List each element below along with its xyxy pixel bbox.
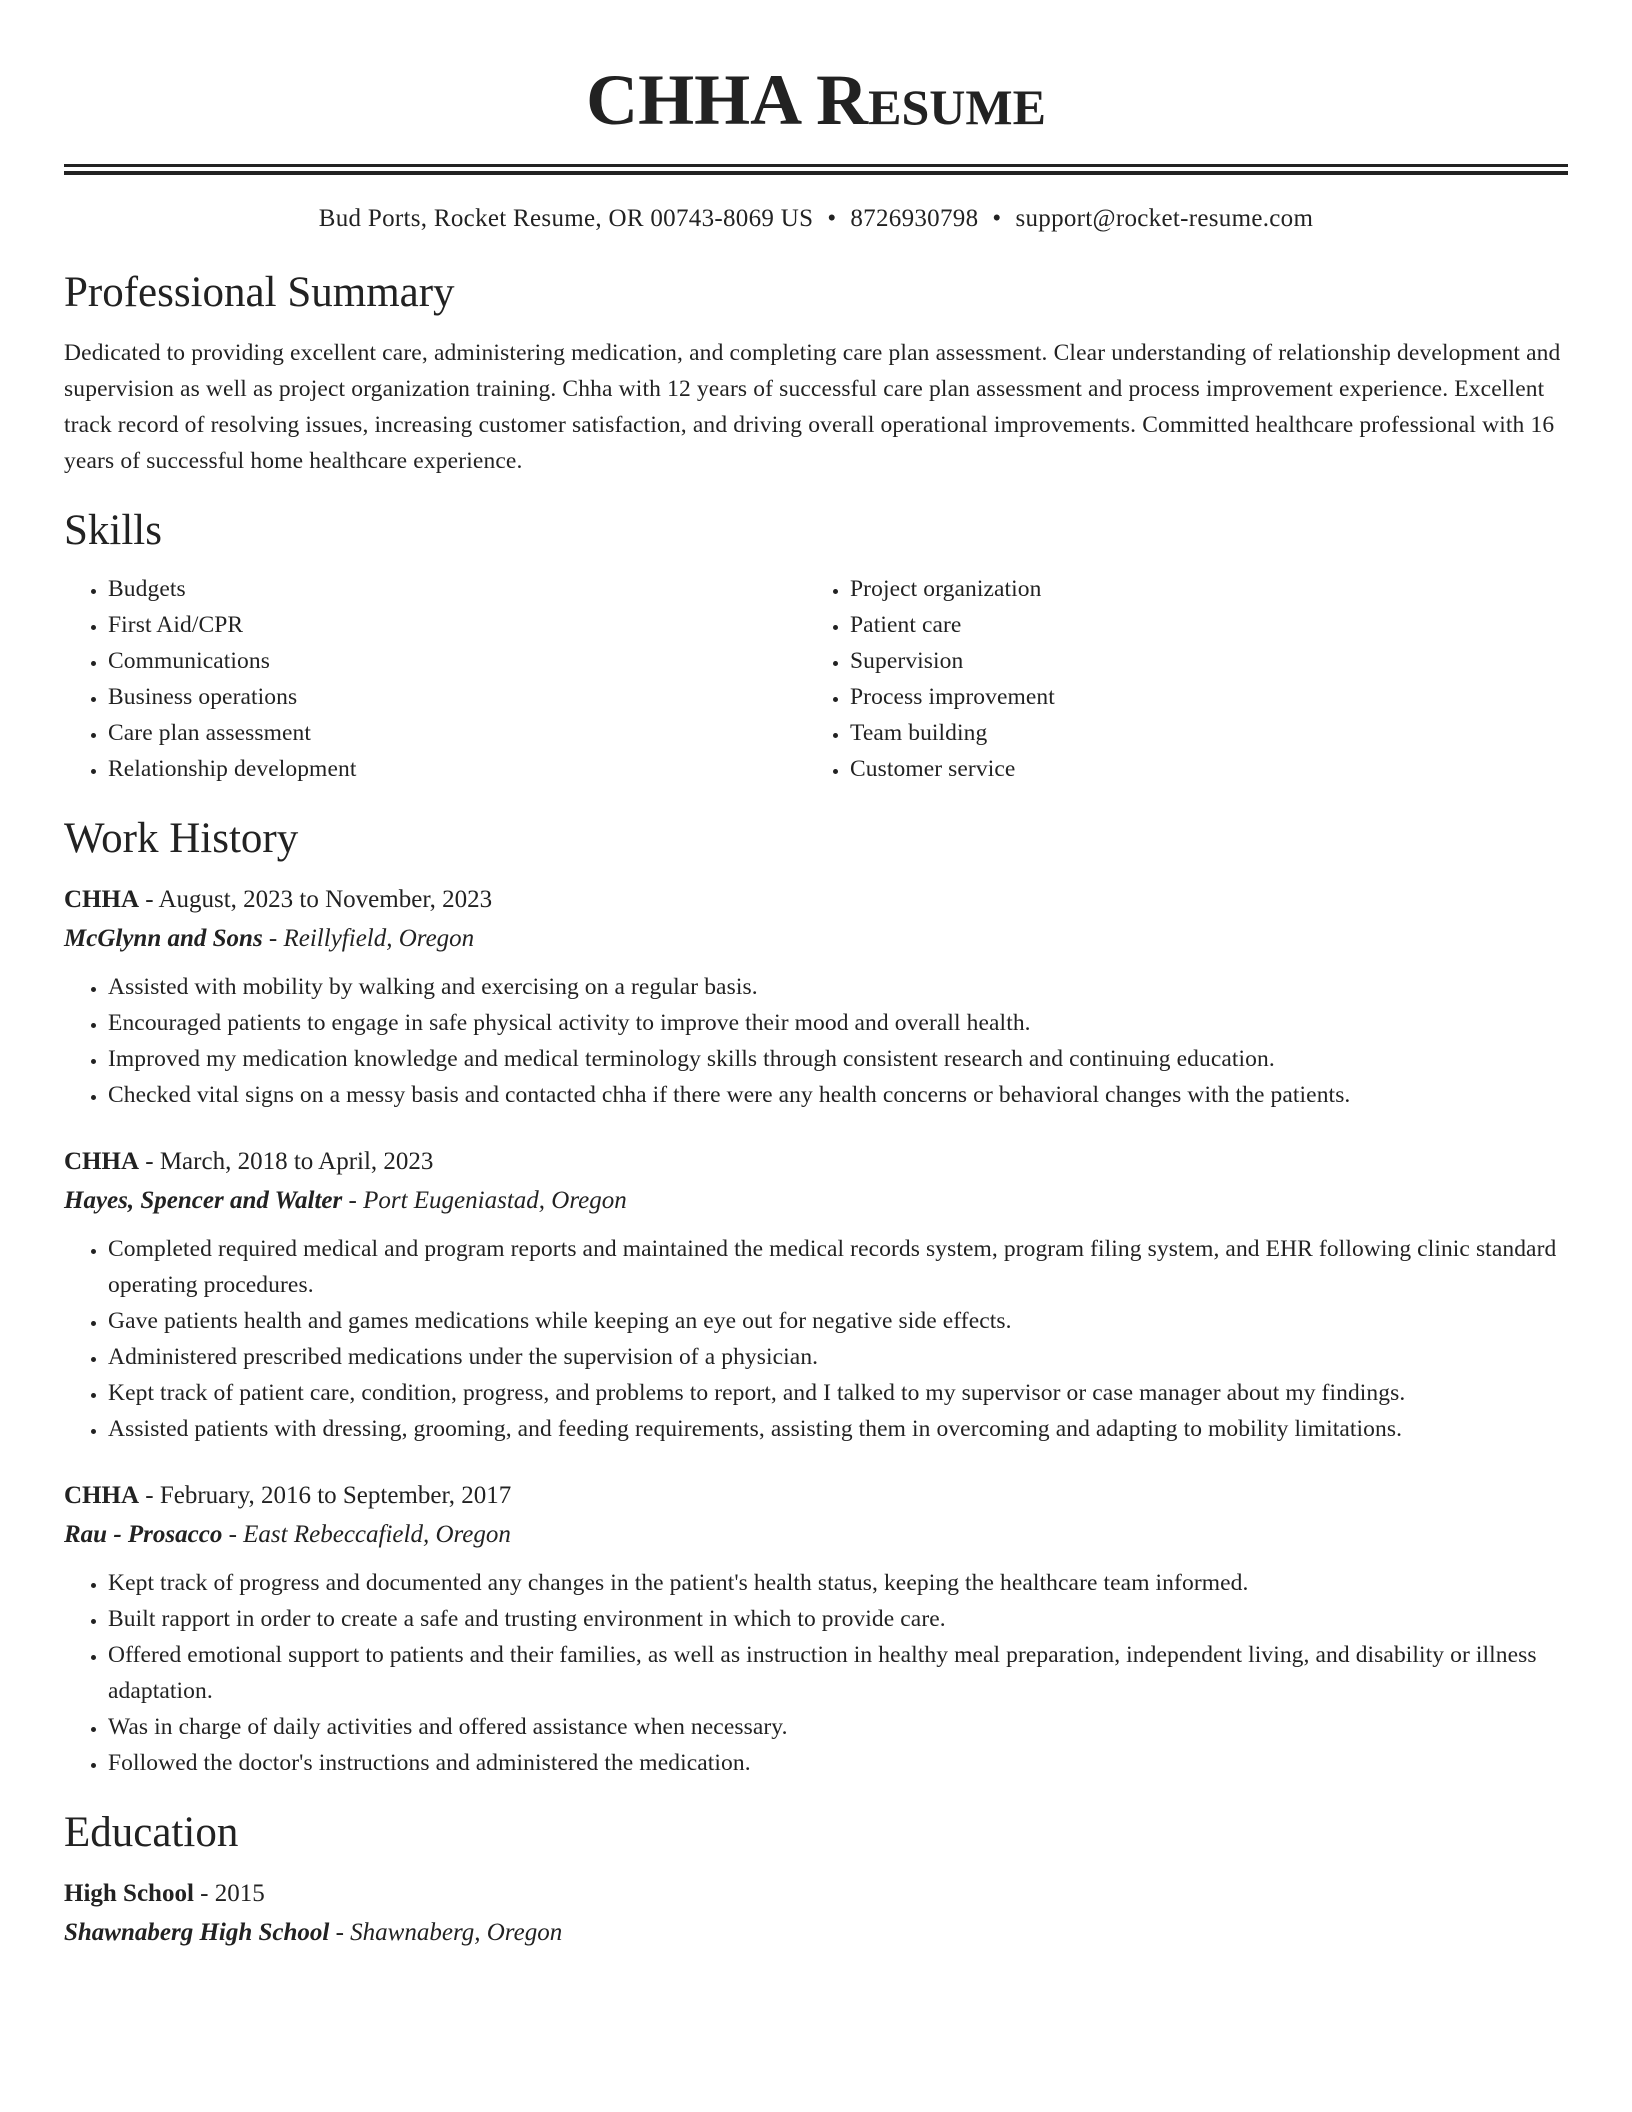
job-duties [64, 1565, 1568, 1781]
skill-item: • Project organization [850, 571, 1548, 607]
work-history-heading: Work History [64, 815, 299, 862]
contact-address: Bud Ports, Rocket Resume, OR 00743-8069 US [318, 205, 814, 232]
job-entry [64, 1477, 1568, 1781]
employer-line [64, 1515, 1568, 1555]
skill-item: • Communications [108, 643, 806, 679]
employer-line [64, 919, 1568, 959]
skills-list-left [64, 571, 806, 787]
skill-item: • Supervision [850, 643, 1548, 679]
job-duties [64, 969, 1568, 1113]
education-entry [64, 1875, 1568, 1953]
contact-email: support@rocket-resume.com [1015, 205, 1314, 232]
job-duty: • Followed the doctor's instructions and administered the medication. [108, 1745, 1568, 1781]
job-duty: • Kept track of progress and documented any changes in the patient's health status, keeping the healthcare team informed. [108, 1565, 1568, 1601]
employer-location: - East Rebeccafield, Oregon [222, 1521, 511, 1548]
skills-grid [64, 571, 1568, 787]
school-name: Shawnaberg High School [64, 1919, 330, 1946]
skill-item: • Process improvement [850, 679, 1548, 715]
resume-header [64, 0, 1568, 235]
job-entry [64, 881, 1568, 1113]
employer-name: Hayes, Spencer and Walter [64, 1187, 343, 1214]
job-dates: - August, 2023 to November, 2023 [139, 886, 493, 913]
job-duty: • Offered emotional support to patients and their families, as well as instruction in healthy meal preparation, independent living, and disability or illness adaptation. [108, 1637, 1568, 1709]
job-entry [64, 1143, 1568, 1447]
job-title-line [64, 1477, 1568, 1515]
school-line [64, 1913, 1568, 1953]
employer-name: Rau - Prosacco [64, 1521, 223, 1548]
resume-title [64, 58, 1568, 142]
job-duty: • Kept track of patient care, condition, progress, and problems to report, and I talked to my supervisor or case manager about my findings. [108, 1375, 1568, 1411]
skill-item: • First Aid/CPR [108, 607, 806, 643]
job-dates: - February, 2016 to September, 2017 [139, 1482, 512, 1509]
contact-separator: • [827, 205, 837, 232]
graduation-year: - 2015 [193, 1880, 265, 1907]
skill-item: • Customer service [850, 751, 1548, 787]
job-duty: • Checked vital signs on a messy basis and contacted chha if there were any health concerns or behavioral changes with the patients. [108, 1077, 1568, 1113]
degree-line [64, 1875, 1568, 1913]
job-title: CHHA [64, 1482, 139, 1509]
contact-line [64, 203, 1568, 235]
employer-location: - Port Eugeniastad, Oregon [342, 1187, 627, 1214]
job-duty: • Assisted with mobility by walking and exercising on a regular basis. [108, 969, 1568, 1005]
skill-item: • Budgets [108, 571, 806, 607]
job-duties [64, 1231, 1568, 1447]
skill-item: • Relationship development [108, 751, 806, 787]
skills-column-left [64, 571, 806, 787]
contact-phone: 8726930798 [850, 205, 979, 232]
school-location: - Shawnaberg, Oregon [329, 1919, 563, 1946]
job-duty: • Assisted patients with dressing, grooming, and feeding requirements, assisting them in overcoming and adapting to mobility limitations. [108, 1411, 1568, 1447]
job-duty: • Completed required medical and program reports and maintained the medical records system, program filing system, and EHR following clinic standard operating procedures. [108, 1231, 1568, 1303]
skills-heading: Skills [64, 507, 162, 554]
job-title-line [64, 1143, 1568, 1181]
title-rest: esume [868, 60, 1046, 140]
skill-item: • Business operations [108, 679, 806, 715]
skill-item: • Team building [850, 715, 1548, 751]
job-title: CHHA [64, 1148, 139, 1175]
employer-location: - Reillyfield, Oregon [262, 925, 475, 952]
job-duty: • Built rapport in order to create a safe and trusting environment in which to provide care. [108, 1601, 1568, 1637]
job-duty: • Was in charge of daily activities and offered assistance when necessary. [108, 1709, 1568, 1745]
job-duty: • Administered prescribed medications under the supervision of a physician. [108, 1339, 1568, 1375]
job-duty: • Encouraged patients to engage in safe physical activity to improve their mood and overall health. [108, 1005, 1568, 1041]
job-title-line [64, 881, 1568, 919]
degree-name: High School [64, 1880, 194, 1907]
job-duty: • Gave patients health and games medications while keeping an eye out for negative side effects. [108, 1303, 1568, 1339]
job-duty: • Improved my medication knowledge and medical terminology skills through consistent research and continuing education. [108, 1041, 1568, 1077]
skill-item: • Patient care [850, 607, 1548, 643]
summary-heading: Professional Summary [64, 269, 455, 316]
skill-item: • Care plan assessment [108, 715, 806, 751]
job-title: CHHA [64, 886, 139, 913]
summary-text: Dedicated to providing excellent care, administering medication, and completing care plan assessment. Clear understanding of relationship development and supervision as well as project organization training. Chha with 12 years of successful care plan assessment and process improvement experience. Excellent track record of resolving issues, increasing customer satisfaction, and driving overall operational improvements. Committed healthcare professional with 16 years of successful home healthcare experience. [64, 340, 1561, 474]
employer-line [64, 1181, 1568, 1221]
skills-list-right [806, 571, 1548, 787]
skills-column-right [806, 571, 1548, 787]
contact-separator: • [992, 205, 1002, 232]
header-divider [64, 164, 1568, 175]
title-main: CHHA R [586, 60, 869, 140]
education-heading: Education [64, 1809, 239, 1856]
job-dates: - March, 2018 to April, 2023 [139, 1148, 434, 1175]
employer-name: McGlynn and Sons [64, 925, 263, 952]
